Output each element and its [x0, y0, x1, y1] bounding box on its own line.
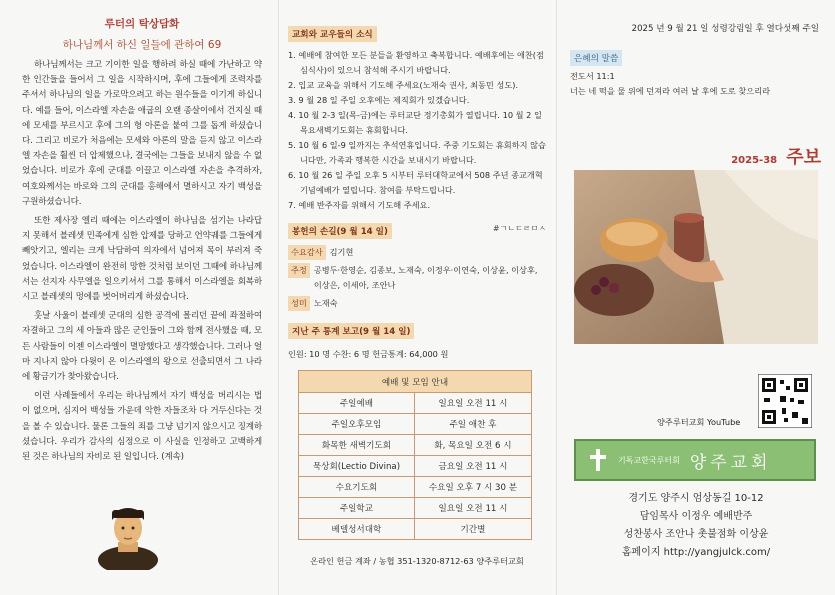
news-item: 6. 10 월 26 일 주일 오후 5 시부터 루터대학교에서 508 주년 종교개혁기념예배가 열립니다. 참여를 부탁드립니다.	[288, 170, 543, 195]
service-roles: 성찬봉사 조안나 촛불점화 이상윤	[623, 529, 769, 540]
stats-header	[288, 319, 546, 345]
schedule-table	[298, 370, 532, 540]
luther-portrait-icon	[92, 498, 164, 570]
church-info	[574, 490, 818, 562]
scripture-reference: 전도서 11:1	[570, 71, 615, 81]
news-item: 5. 10 월 6 일-9 일까지는 추석연휴입니다. 주중 기도회는 휴회하지 않습니다만, 가족과 행복한 시간을 보내시기 바랍니다.	[288, 140, 546, 165]
article-paragraph: 이런 사례들에서 우리는 하나님께서 자기 백성을 버리시는 법이 없으며, 심지어 백성들 가운데 악한 자들조차 다 거두신다는 것을 볼 수 있습니다. 물론 그들의 죄를 그냥 넘기지 않으시고 징계하셨습니다. 우리가 감사의 심정으로 이 사실을 인정하고 고백하게 된 것은 하나님의 자비로 된 일입니다. (계속)	[22, 391, 262, 463]
panel-middle	[278, 0, 556, 595]
schedule-name: 화목한 새벽기도회	[299, 435, 415, 456]
youtube-label[interactable]: 양주루터교회 YouTube	[657, 417, 741, 427]
stats-heading: 지난 주 통계 보고(9 월 14 일)	[288, 323, 414, 339]
schedule-time: 일요일 오전 11 시	[414, 498, 531, 519]
news-item: 3. 9 월 28 일 주일 오후에는 제직회가 있겠습니다.	[288, 95, 470, 105]
communion-photo	[574, 170, 818, 344]
table-row	[299, 498, 532, 519]
schedule-name: 베델성서대학	[299, 519, 415, 540]
service-date: 2025 년 9 월 21 일 성령강림일 후 열다섯째 주일	[631, 24, 819, 34]
denomination: 기독교한국루터회	[618, 455, 680, 465]
offering-names: 김기현	[329, 247, 354, 257]
grace-heading: 은혜의 말씀	[570, 50, 622, 66]
bulletin-label: 주보	[786, 147, 821, 168]
article-body	[22, 58, 262, 465]
offering-names: 공병두·한영순, 김종보, 노재숙, 이정우·이연숙, 이상윤, 이상후, 이상은, 이세아, 조안나	[313, 265, 538, 290]
stats-text: 인원: 10 명 수찬: 6 명 헌금통계: 64,000 원	[288, 349, 449, 359]
news-item: 4. 10 월 2-3 일(목-금)에는 루터교단 정기총회가 열립니다. 10 월 2 일 목요새벽기도회는 휴회합니다.	[288, 110, 542, 135]
schedule-name: 수요기도회	[299, 477, 415, 498]
schedule-time: 화, 목요일 오전 6 시	[414, 435, 531, 456]
offering-row	[288, 245, 546, 260]
news-item: 7. 예배 반주자를 위해서 기도해 주세요.	[288, 200, 431, 210]
schedule-name: 주일오후모임	[299, 414, 415, 435]
church-name: 양주교회	[689, 452, 772, 473]
table-row	[299, 519, 532, 540]
news-heading: 교회와 교우들의 소식	[288, 26, 377, 42]
schedule-name: 묵상회(Lectio Divina)	[299, 456, 415, 477]
table-row	[299, 456, 532, 477]
article-title: 루터의 탁상담화	[104, 18, 180, 30]
article-paragraph: 하나님께서는 크고 기이한 일을 행하려 하실 때에 가난하고 약한 인간들을 들어서 그 일을 시작하시며, 후에 그들에게 조력자를 주셔서 하나님의 일을 가로막으려고 하는 원수들을 이기게 하십니다. 예를 들어, 이스라엘 자손을 애굽의 오랜 종살이에서 건지실 때에 모세를 부르시고 후에 그의 형 아론을 붙여 그를 돕게 하셨습니다. 그리고 비로가 처음에는 모세와 아론의 말을 듣지 않고 이스라엘 자손을 훨씬 더 압제했으나, 결국에는 그들을 보내지 않을 수 없었습니다. 비로가 후에 군대를 이끌고 이스라엘 자손을 추격하자, 여호와께서는 바로와 그의 군대를 홍해에서 멸하시고 자기 백성을 구원하셨습니다.	[22, 60, 262, 207]
church-banner	[574, 439, 816, 481]
news-item: 1. 예배에 참여한 모든 분들을 환영하고 축복합니다. 예배후에는 애찬(점심식사)이 있으니 참석해 주시기 바랍니다.	[288, 50, 544, 75]
qr-code-icon[interactable]	[758, 374, 812, 428]
schedule-time: 주일 애찬 후	[414, 414, 531, 435]
schedule-name: 주일예배	[299, 393, 415, 414]
bulletin-title	[570, 143, 821, 169]
cross-icon	[590, 449, 606, 471]
offering-row	[288, 263, 546, 293]
schedule-name: 주일학교	[299, 498, 415, 519]
news-item: 2. 입교 교육을 위해서 기도해 주세요(노재숙 권사, 최동민 성도).	[288, 80, 519, 90]
church-address: 경기도 양주시 엄상동길 10-12	[628, 493, 764, 504]
scripture-text: 너는 네 떡을 물 위에 던져라 여러 날 후에 도로 찾으리라	[570, 86, 771, 96]
offering-tag: 주정	[288, 263, 310, 278]
schedule-time: 일요일 오전 11 시	[414, 393, 531, 414]
offering-names: 노재숙	[313, 298, 338, 308]
offering-header	[288, 219, 546, 245]
offering-row	[288, 296, 546, 311]
article-subtitle: 하나님께서 하신 일들에 관하여 69	[62, 39, 222, 51]
article-paragraph: 또한 제사장 엘리 때에는 이스라엘이 하나님을 섬기는 나라답지 못해서 블레셋 민족에게 심한 압제를 당하고 언약궤를 그들에게 빼앗기고, 엘리는 크게 낙담하여 의자에서 넘어져 목이 부러져 죽었습니다. 이스라엘이 완전히 망한 것처럼 보이던 그때에 하나님께서는 선지자 사무엘을 일으키셔서 그를 통해서 이스라엘을 회복하시고 블레셋의 멍에를 벗어버리게 하셨습니다.	[22, 216, 262, 303]
pastor-line: 담임목사 이정우 예배반주	[639, 511, 753, 522]
offering-tag: 수요감사	[288, 245, 326, 260]
table-row	[299, 477, 532, 498]
offering-heading: 봉헌의 손길(9 월 14 일)	[288, 223, 392, 239]
hashtag: #ㄱㄴㄷㄹㅁㅅ	[492, 224, 546, 233]
news-list	[288, 48, 546, 213]
table-row	[299, 414, 532, 435]
schedule-time: 수요일 오후 7 시 30 분	[414, 477, 531, 498]
table-row	[299, 435, 532, 456]
table-row	[299, 393, 532, 414]
schedule-time: 금요일 오전 11 시	[414, 456, 531, 477]
homepage-link[interactable]: 홈페이지 http://yangjulck.com/	[621, 547, 771, 558]
offering-account: 온라인 헌금 계좌 / 농협 351-1320-8712-63 양주루터교회	[310, 556, 524, 566]
article-paragraph: 훗날 사울이 블레셋 군대의 심한 공격에 몰리던 끝에 좌절하여 자결하고 그의 세 아들과 많은 군인들이 그와 함께 전사했을 때, 모든 사람들이 이젠 이스라엘이 멸망했다고 생각했습니다. 그러나 얼마 지나지 않아 다윗이 온 이스라엘의 왕으로 선출되면서 그 나라에 황금기가 찾아왔습니다.	[22, 311, 262, 383]
offering-tag: 성미	[288, 296, 310, 311]
schedule-time: 기간별	[414, 519, 531, 540]
schedule-header: 예배 및 모임 안내	[299, 371, 532, 393]
bulletin-number: 2025-38	[731, 155, 778, 166]
